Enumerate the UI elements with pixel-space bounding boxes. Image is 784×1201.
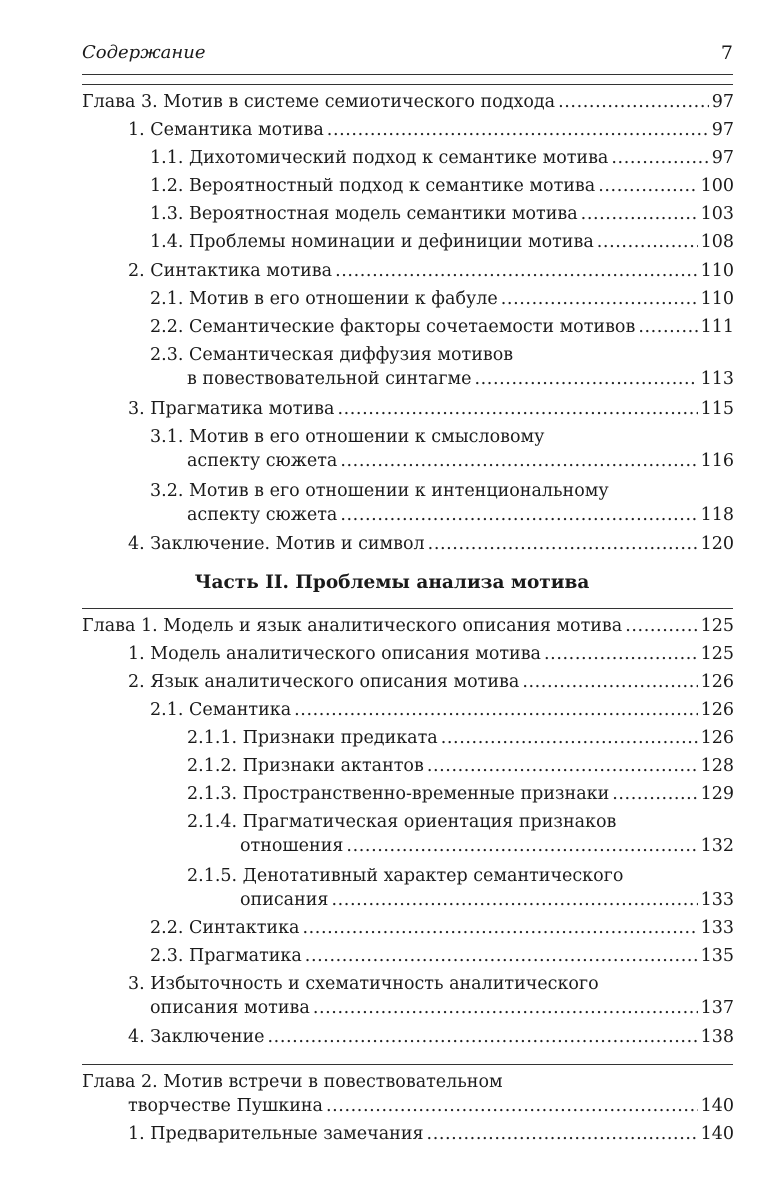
toc-entry-page: 126	[700, 672, 734, 692]
toc-entry	[187, 753, 734, 779]
toc-entry-title: 1. Предварительные замечания	[128, 1124, 424, 1144]
leader-dots	[544, 641, 698, 667]
toc-entry-page: 108	[700, 232, 734, 252]
toc-entry-page: 132	[700, 836, 734, 856]
leader-dots	[597, 229, 698, 255]
toc-entry-title: отношения	[240, 836, 344, 856]
toc-entry-page: 103	[700, 204, 734, 224]
toc-entry-title: 2.1.2. Признаки актантов	[187, 756, 424, 776]
toc-entry	[82, 613, 734, 639]
toc-entry-title: описания мотива	[150, 998, 310, 1018]
toc-entry-first-line: 2.3. Семантическая диффузия мотивов	[150, 345, 514, 365]
toc-entry-page: 100	[700, 176, 734, 196]
toc-entry-page: 135	[700, 946, 734, 966]
toc-entry-title: Глава 1. Модель и язык аналитического описания мотива	[82, 616, 623, 636]
leader-dots	[612, 781, 697, 807]
chapter-rule	[82, 84, 733, 85]
toc-entry-title: 2. Язык аналитического описания мотива	[128, 672, 520, 692]
toc-entry-title: 1.4. Проблемы номинации и дефиниции мотива	[150, 232, 594, 252]
toc-entry-page: 116	[700, 451, 734, 471]
leader-dots	[337, 396, 697, 422]
leader-dots	[302, 915, 697, 941]
toc-entry-page: 97	[711, 92, 734, 112]
toc-entry-title: в повествовательной синтагме	[187, 369, 472, 389]
toc-entry	[128, 396, 734, 422]
toc-entry	[187, 366, 734, 392]
toc-entry-page: 140	[700, 1096, 734, 1116]
toc-entry	[240, 887, 734, 913]
toc-entry-page: 111	[700, 317, 734, 337]
toc-entry-page: 133	[700, 918, 734, 938]
toc-entry-first-line: Глава 2. Мотив встречи в повествовательном	[82, 1072, 503, 1092]
toc-entry-title: Глава 3. Мотив в системе семиотического подхода	[82, 92, 556, 112]
toc-entry-title: 1.1. Дихотомический подход к семантике мотива	[150, 148, 609, 168]
toc-entry	[187, 502, 734, 528]
toc-entry-title: аспекту сюжета	[187, 505, 338, 525]
toc-entry-first-line: 3.2. Мотив в его отношении к интенциональному	[150, 481, 609, 501]
toc-entry	[128, 669, 734, 695]
toc-entry-page: 137	[700, 998, 734, 1018]
leader-dots	[581, 201, 698, 227]
toc-entry-page: 125	[700, 644, 734, 664]
toc-entry-page: 115	[700, 399, 734, 419]
leader-dots	[501, 286, 698, 312]
chapter-rule	[82, 608, 733, 609]
running-header	[82, 42, 733, 75]
toc-entry	[150, 943, 734, 969]
toc-entry-page: 126	[700, 700, 734, 720]
leader-dots	[558, 89, 709, 115]
leader-dots	[638, 314, 697, 340]
leader-dots	[427, 1121, 698, 1147]
leader-dots	[294, 697, 697, 723]
leader-dots	[268, 1024, 698, 1050]
leader-dots	[598, 173, 697, 199]
toc-entry	[150, 286, 734, 312]
toc-entry-page: 128	[700, 756, 734, 776]
toc-entry	[150, 201, 734, 227]
toc-entry	[128, 117, 734, 143]
leader-dots	[346, 833, 697, 859]
leader-dots	[313, 995, 698, 1021]
leader-dots	[427, 753, 698, 779]
leader-dots	[305, 943, 698, 969]
toc-entry	[82, 89, 734, 115]
toc-entry-title: 4. Заключение. Мотив и символ	[128, 534, 425, 554]
chapter-rule	[82, 1064, 733, 1065]
toc-entry-page: 110	[700, 261, 734, 281]
toc-entry	[128, 1093, 734, 1119]
toc-entry-title: 2.1. Мотив в его отношении к фабуле	[150, 289, 498, 309]
toc-entry-title: 2.2. Семантические факторы сочетаемости мотивов	[150, 317, 636, 337]
toc-entry	[128, 1024, 734, 1050]
leader-dots	[326, 1093, 698, 1119]
leader-dots	[327, 117, 709, 143]
toc-entry-page: 97	[711, 120, 734, 140]
toc-entry-title: 2.1.3. Пространственно-временные признаки	[187, 784, 610, 804]
toc-entry	[128, 1121, 734, 1147]
toc-entry-first-line: 2.1.4. Прагматическая ориентация признаков	[187, 812, 617, 832]
toc-entry-title: 1. Модель аналитического описания мотива	[128, 644, 541, 664]
toc-entry	[150, 915, 734, 941]
toc-entry-page: 133	[700, 890, 734, 910]
toc-entry-title: 2.1.1. Признаки предиката	[187, 728, 438, 748]
toc-entry	[187, 781, 734, 807]
leader-dots	[474, 366, 697, 392]
toc-entry-first-line: 3.1. Мотив в его отношении к смысловому	[150, 427, 545, 447]
leader-dots	[331, 887, 697, 913]
toc-entry-page: 110	[700, 289, 734, 309]
toc-entry-title: 2.3. Прагматика	[150, 946, 302, 966]
toc-entry-title: описания	[240, 890, 329, 910]
page-number: 7	[720, 42, 733, 64]
toc-entry-page: 140	[700, 1124, 734, 1144]
leader-dots	[441, 725, 698, 751]
toc-entry-title: 2. Синтактика мотива	[128, 261, 333, 281]
toc-entry	[128, 258, 734, 284]
toc-entry-page: 129	[700, 784, 734, 804]
leader-dots	[340, 502, 697, 528]
toc-entry-title: творчестве Пушкина	[128, 1096, 323, 1116]
toc-entry-first-line: 3. Избыточность и схематичность аналитического	[128, 974, 599, 994]
toc-entry-page: 138	[700, 1027, 734, 1047]
header-title: Содержание	[82, 42, 206, 63]
toc-entry	[150, 995, 734, 1021]
toc-entry-first-line: 2.1.5. Денотативный характер семантического	[187, 866, 624, 886]
toc-entry-title: 1.3. Вероятностная модель семантики мотива	[150, 204, 578, 224]
toc-entry-title: 2.2. Синтактика	[150, 918, 300, 938]
part-heading: Часть II. Проблемы анализа мотива	[194, 572, 590, 593]
toc-entry-title: 1. Семантика мотива	[128, 120, 324, 140]
leader-dots	[611, 145, 708, 171]
toc-entry-page: 120	[700, 534, 734, 554]
toc-entry-page: 113	[700, 369, 734, 389]
toc-entry	[150, 229, 734, 255]
toc-entry	[150, 145, 734, 171]
toc-entry-title: 3. Прагматика мотива	[128, 399, 335, 419]
leader-dots	[428, 531, 698, 557]
toc-entry-title: аспекту сюжета	[187, 451, 338, 471]
toc-entry-page: 97	[711, 148, 734, 168]
toc-entry	[150, 314, 734, 340]
toc-entry	[128, 531, 734, 557]
toc-entry	[150, 173, 734, 199]
toc-entry-title: 1.2. Вероятностный подход к семантике мотива	[150, 176, 596, 196]
toc-entry-page: 125	[700, 616, 734, 636]
toc-entry	[128, 641, 734, 667]
leader-dots	[340, 448, 697, 474]
toc-entry-page: 126	[700, 728, 734, 748]
toc-entry-title: 2.1. Семантика	[150, 700, 292, 720]
toc-entry	[240, 833, 734, 859]
toc-entry-page: 118	[700, 505, 734, 525]
leader-dots	[625, 613, 697, 639]
leader-dots	[335, 258, 698, 284]
toc-entry	[150, 697, 734, 723]
toc-entry-title: 4. Заключение	[128, 1027, 265, 1047]
toc-entry	[187, 448, 734, 474]
leader-dots	[522, 669, 697, 695]
toc-entry	[187, 725, 734, 751]
